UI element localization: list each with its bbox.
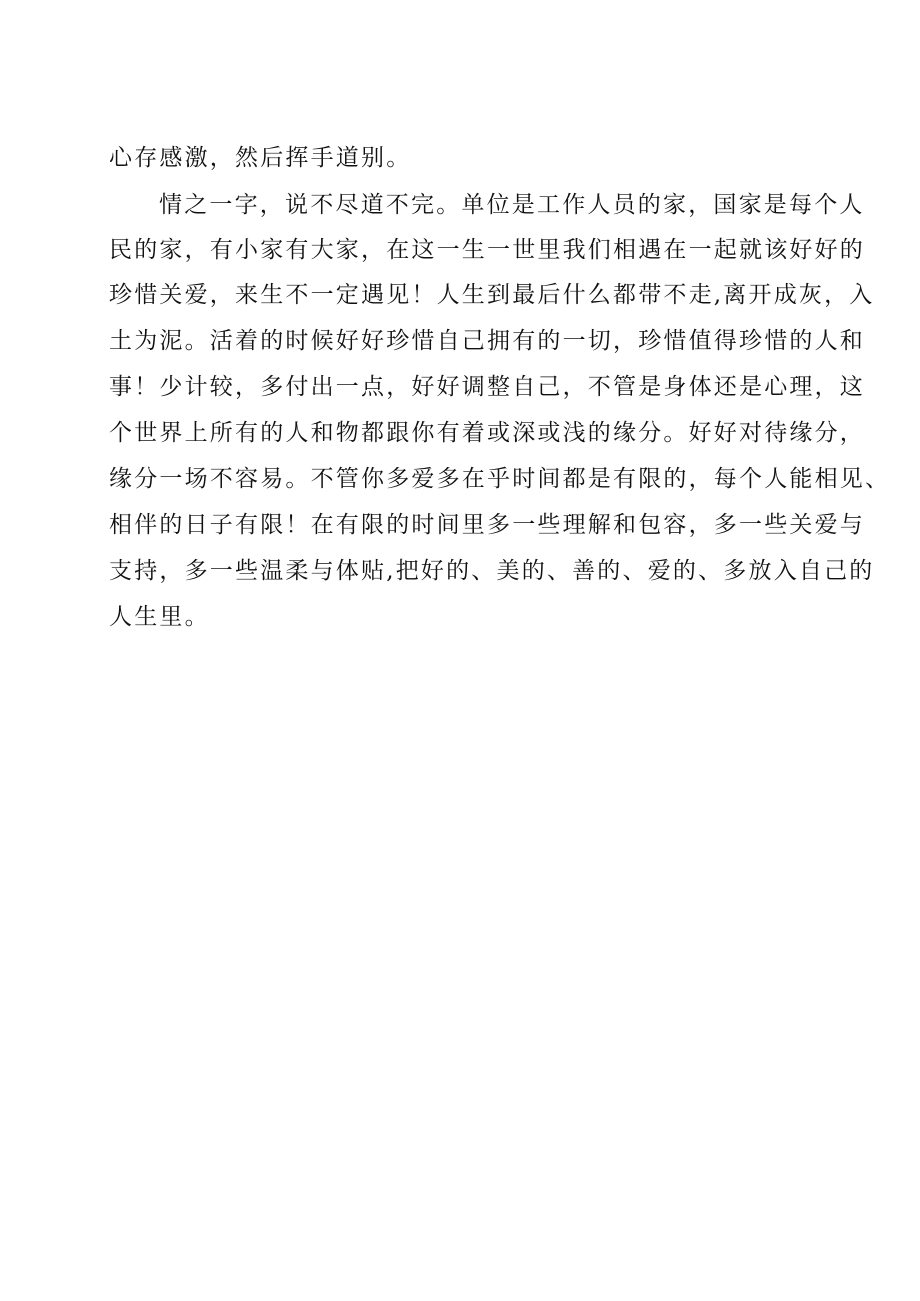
text-line: 珍惜关爱，来生不一定遇见！人生到最后什么都带不走,离开成灰，入 — [109, 282, 875, 308]
text-line: 支持，多一些温柔与体贴,把好的、美的、善的、爱的、多放入自己的 — [109, 558, 875, 584]
text-line: 相伴的日子有限！在有限的时间里多一些理解和包容，多一些关爱与 — [109, 512, 865, 538]
paragraph-first-line: 情之一字，说不尽道不完。单位是工作人员的家，国家是每个人 — [159, 192, 865, 218]
text-line: 心存感激，然后挥手道别。 — [109, 145, 412, 171]
text-line: 土为泥。活着的时候好好珍惜自己拥有的一切，珍惜值得珍惜的人和 — [109, 328, 865, 354]
text-line: 缘分一场不容易。不管你多爱多在乎时间都是有限的，每个人能相见、 — [109, 466, 891, 492]
text-line: 事！少计较，多付出一点，好好调整自己，不管是身体还是心理，这 — [109, 374, 865, 400]
text-line: 个世界上所有的人和物都跟你有着或深或浅的缘分。好好对待缘分， — [109, 420, 865, 446]
text-line: 民的家，有小家有大家，在这一生一世里我们相遇在一起就该好好的 — [109, 237, 865, 263]
text-line: 人生里。 — [109, 604, 210, 630]
